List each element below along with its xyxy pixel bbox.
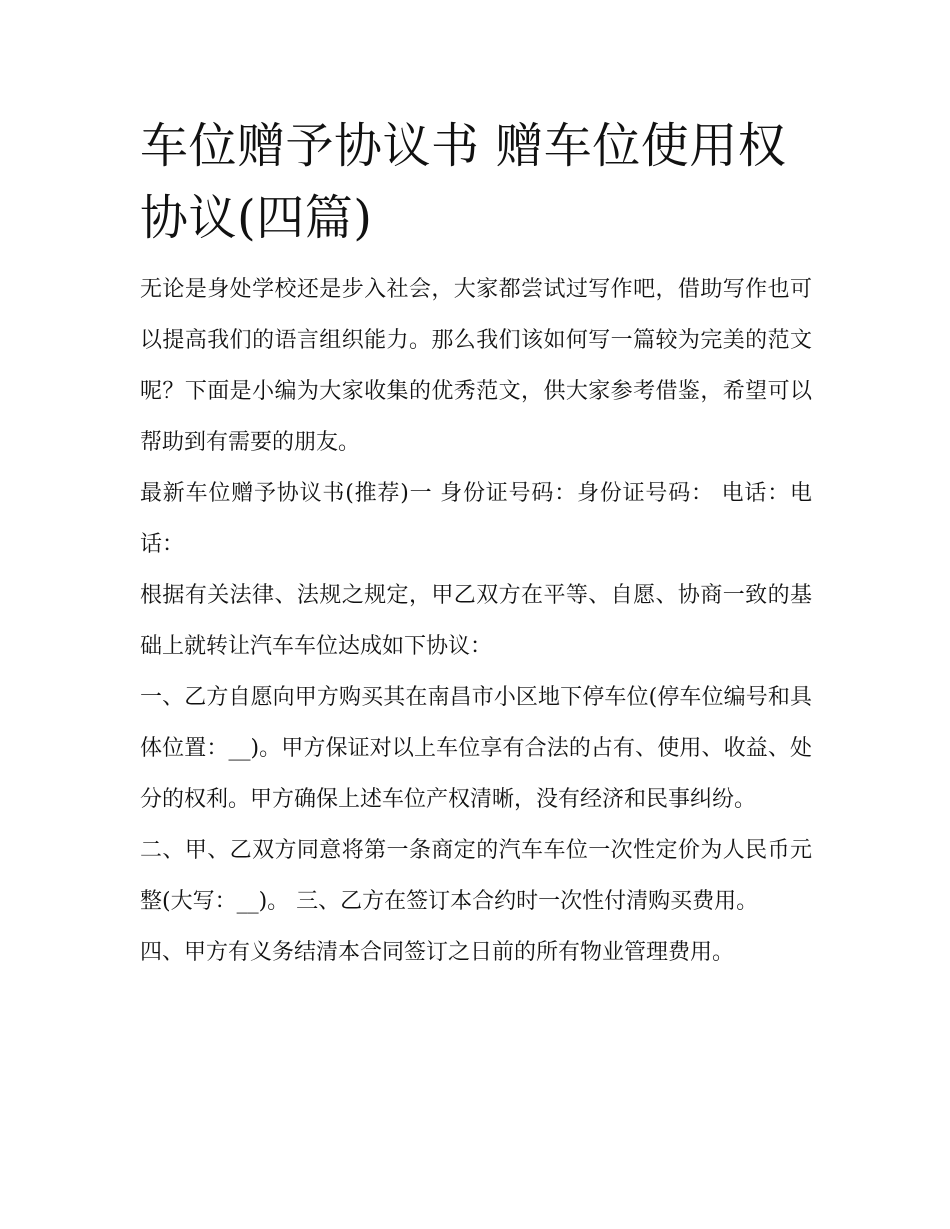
paragraph-intro: 无论是身处学校还是步入社会，大家都尝试过写作吧，借助写作也可以提高我们的语言组织能力。那么我们该如何写一篇较为完美的范文呢？下面是小编为大家收集的优秀范文，供大家参考借鉴，希望可以帮助到有需要的朋友。 xyxy=(140,277,812,455)
document-page xyxy=(140,110,812,978)
document-title: 车位赠予协议书 赠车位使用权协议(四篇) xyxy=(140,118,787,246)
paragraph-clause-4: 四、甲方有义务结清本合同签订之日前的所有物业管理费用。 xyxy=(140,940,735,965)
paragraph-id-phone: 最新车位赠予协议书(推荐)一 身份证号码：身份证号码： 电话：电话： xyxy=(140,481,812,557)
paragraph-clause-1: 一、乙方自愿向甲方购买其在南昌市小区地下停车位(停车位编号和具体位置：__)。甲方保证对以上车位享有合法的占有、使用、收益、处分的权利。甲方确保上述车位产权清晰，没有经济和民事纠纷。 xyxy=(140,685,812,812)
paragraph-clause-2-3: 二、甲、乙双方同意将第一条商定的汽车车位一次性定价为人民币元整(大写：__)。 三、乙方在签订本合约时一次性付清购买费用。 xyxy=(140,838,812,914)
paragraph-basis: 根据有关法律、法规之规定，甲乙双方在平等、自愿、协商一致的基础上就转让汽车车位达成如下协议： xyxy=(140,583,812,659)
